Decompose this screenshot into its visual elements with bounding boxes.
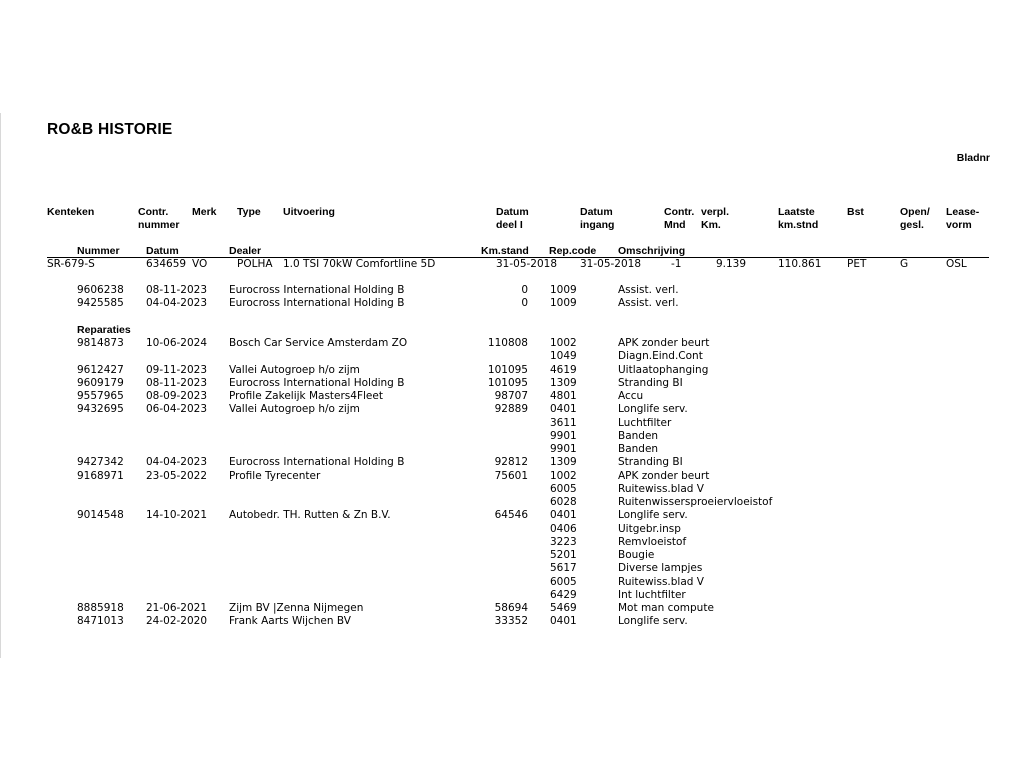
row-dealer: Zijm BV |Zenna Nijmegen bbox=[229, 602, 364, 614]
row-rep-code: 0401 bbox=[550, 615, 577, 628]
row-omschrijving: Longlife serv. bbox=[618, 615, 688, 628]
row-omschrijving: Assist. verl. bbox=[618, 297, 679, 309]
row-omschrijving: Uitgebr.insp bbox=[618, 522, 681, 535]
header-laatste-km: Laatste km.stnd bbox=[778, 206, 819, 231]
vehicle-lease-vorm: OSL bbox=[946, 258, 967, 270]
row-km-stand: 101095 bbox=[487, 363, 528, 376]
vehicle-type: POLHA bbox=[237, 258, 273, 270]
header-contr-nummer: Contr. nummer bbox=[138, 206, 180, 231]
row-rep-code: 6005 bbox=[550, 482, 577, 495]
vehicle-bst: PET bbox=[847, 258, 867, 270]
row-omschrijving: Accu bbox=[618, 390, 644, 402]
row-nummer: 9014548 bbox=[77, 509, 124, 522]
row-omschrijving: APK zonder beurt bbox=[618, 337, 710, 349]
row-omschrijving: Banden bbox=[618, 429, 659, 442]
row-rep-code: 6429 bbox=[550, 588, 577, 601]
header-nummer: Nummer bbox=[77, 245, 120, 257]
row-rep-code: 0401 bbox=[550, 509, 577, 522]
row-datum: 14-10-2021 bbox=[146, 509, 208, 522]
row-rep-code: 1309 bbox=[550, 456, 577, 469]
row-km-stand: 92812 bbox=[494, 456, 528, 469]
row-datum: 21-06-2021 bbox=[146, 602, 208, 614]
row-omschrijving: Stranding BI bbox=[618, 376, 683, 389]
header-datum-ingang: Datum ingang bbox=[580, 206, 615, 231]
row-rep-code: 9901 bbox=[550, 429, 577, 442]
row-rep-code: 6028 bbox=[550, 496, 577, 508]
row-rep-code: 6005 bbox=[550, 575, 577, 588]
row-nummer: 9606238 bbox=[77, 284, 124, 296]
vehicle-kenteken: SR-679-S bbox=[47, 258, 95, 270]
row-rep-code: 1309 bbox=[550, 376, 577, 389]
row-rep-code: 4619 bbox=[550, 363, 577, 376]
row-km-stand: 98707 bbox=[494, 390, 528, 402]
row-nummer: 9609179 bbox=[77, 376, 124, 389]
row-km-stand: 64546 bbox=[494, 509, 528, 522]
row-dealer: Profile Tyrecenter bbox=[229, 469, 321, 482]
row-dealer: Eurocross International Holding B bbox=[229, 284, 405, 296]
row-dealer: Profile Zakelijk Masters4Fleet bbox=[229, 390, 383, 402]
vehicle-contr-nummer: 634659 bbox=[146, 258, 187, 270]
header-lease-vorm: Lease- vorm bbox=[946, 206, 980, 231]
header-omschrijving: Omschrijving bbox=[618, 245, 686, 257]
vehicle-verpl-km: 9.139 bbox=[715, 258, 746, 270]
row-omschrijving: Uitlaatophanging bbox=[618, 363, 709, 376]
header-merk: Merk bbox=[192, 206, 217, 218]
row-nummer: 8471013 bbox=[77, 615, 124, 628]
page-title: RO&B HISTORIE bbox=[47, 121, 173, 138]
header-km-stand: Km.stand bbox=[481, 245, 529, 257]
row-omschrijving: Assist. verl. bbox=[618, 284, 679, 296]
row-dealer: Eurocross International Holding B bbox=[229, 297, 405, 309]
vehicle-open-gesl: G bbox=[900, 258, 909, 270]
row-omschrijving: Diverse lampjes bbox=[618, 562, 703, 575]
row-nummer: 9557965 bbox=[77, 390, 124, 402]
vehicle-uitvoering: 1.0 TSI 70kW Comfortline 5D bbox=[283, 258, 436, 270]
header-datum-deel: Datum deel I bbox=[496, 206, 529, 231]
row-omschrijving: Remvloeistof bbox=[618, 535, 687, 548]
row-nummer: 9612427 bbox=[77, 363, 124, 376]
row-dealer: Bosch Car Service Amsterdam ZO bbox=[229, 337, 408, 349]
header-verpl-km: verpl. Km. bbox=[701, 206, 730, 231]
row-km-stand: 33352 bbox=[494, 615, 528, 628]
header-contr-mnd: Contr. Mnd bbox=[664, 206, 695, 231]
row-nummer: 9425585 bbox=[77, 297, 124, 309]
row-datum: 04-04-2023 bbox=[146, 297, 208, 309]
row-datum: 23-05-2022 bbox=[146, 469, 208, 482]
row-nummer: 9432695 bbox=[77, 403, 124, 416]
row-omschrijving: Ruitenwissersproeiervloeistof bbox=[618, 496, 773, 508]
row-dealer: Autobedr. TH. Rutten & Zn B.V. bbox=[229, 509, 391, 522]
vehicle-datum-ingang: 31-05-2018 bbox=[580, 258, 642, 270]
row-omschrijving: Diagn.Eind.Cont bbox=[618, 350, 703, 363]
row-rep-code: 3611 bbox=[550, 416, 577, 429]
row-nummer: 9168971 bbox=[77, 469, 124, 482]
row-datum: 09-11-2023 bbox=[146, 363, 208, 376]
row-km-stand: 0 bbox=[521, 297, 528, 309]
header-uitvoering: Uitvoering bbox=[283, 206, 335, 218]
row-datum: 08-09-2023 bbox=[146, 390, 208, 402]
row-rep-code: 0401 bbox=[550, 403, 577, 416]
row-omschrijving: Longlife serv. bbox=[618, 509, 688, 522]
row-dealer: Eurocross International Holding B bbox=[229, 456, 405, 469]
row-dealer: Frank Aarts Wijchen BV bbox=[229, 615, 351, 628]
row-omschrijving: Ruitewiss.blad V bbox=[618, 482, 704, 495]
vehicle-contr-mnd: -1 bbox=[671, 258, 682, 270]
row-dealer: Vallei Autogroep h/o zijm bbox=[229, 403, 360, 416]
row-rep-code: 5201 bbox=[550, 549, 577, 561]
bladnr-label: Bladnr bbox=[956, 152, 990, 164]
row-rep-code: 1049 bbox=[550, 350, 577, 363]
row-rep-code: 1009 bbox=[550, 284, 577, 296]
vehicle-laatste-km: 110.861 bbox=[778, 258, 822, 270]
vehicle-merk: VO bbox=[192, 258, 208, 270]
row-omschrijving: Longlife serv. bbox=[618, 403, 688, 416]
row-rep-code: 1002 bbox=[550, 469, 577, 482]
row-omschrijving: Stranding BI bbox=[618, 456, 683, 469]
row-nummer: 8885918 bbox=[77, 602, 124, 614]
row-datum: 06-04-2023 bbox=[146, 403, 208, 416]
row-rep-code: 4801 bbox=[550, 390, 577, 402]
row-km-stand: 58694 bbox=[494, 602, 528, 614]
row-datum: 24-02-2020 bbox=[146, 615, 208, 628]
row-datum: 04-04-2023 bbox=[146, 456, 208, 469]
row-km-stand: 101095 bbox=[487, 376, 528, 389]
row-datum: 08-11-2023 bbox=[146, 284, 208, 296]
row-rep-code: 1002 bbox=[550, 337, 577, 349]
row-omschrijving: Ruitewiss.blad V bbox=[618, 575, 704, 588]
row-omschrijving: Luchtfilter bbox=[618, 416, 672, 429]
row-datum: 10-06-2024 bbox=[146, 337, 208, 349]
row-omschrijving: APK zonder beurt bbox=[618, 469, 710, 482]
header-type: Type bbox=[237, 206, 261, 218]
row-rep-code: 5617 bbox=[550, 562, 577, 575]
header-dealer: Dealer bbox=[229, 245, 262, 257]
row-km-stand: 75601 bbox=[494, 469, 528, 482]
row-nummer: 9814873 bbox=[77, 337, 124, 349]
row-rep-code: 9901 bbox=[550, 443, 577, 455]
row-datum: 08-11-2023 bbox=[146, 376, 208, 389]
row-omschrijving: Bougie bbox=[618, 549, 655, 561]
vehicle-datum-deel: 31-05-2018 bbox=[496, 258, 558, 270]
row-omschrijving: Mot man compute bbox=[618, 602, 714, 614]
header-open-gesl: Open/ gesl. bbox=[900, 206, 930, 231]
row-rep-code: 3223 bbox=[550, 535, 577, 548]
row-km-stand: 0 bbox=[521, 284, 528, 296]
row-nummer: 9427342 bbox=[77, 456, 124, 469]
row-omschrijving: Int luchtfilter bbox=[618, 588, 686, 601]
row-omschrijving: Banden bbox=[618, 443, 659, 455]
header-datum: Datum bbox=[146, 245, 179, 257]
row-km-stand: 92889 bbox=[494, 403, 528, 416]
row-rep-code: 0406 bbox=[550, 522, 577, 535]
row-rep-code: 5469 bbox=[550, 602, 577, 614]
header-kenteken: Kenteken bbox=[47, 206, 95, 218]
row-rep-code: 1009 bbox=[550, 297, 577, 309]
row-km-stand: 110808 bbox=[487, 337, 528, 349]
row-dealer: Eurocross International Holding B bbox=[229, 376, 405, 389]
row-dealer: Vallei Autogroep h/o zijm bbox=[229, 363, 360, 376]
reparaties-label: Reparaties bbox=[77, 324, 131, 336]
header-bst: Bst bbox=[847, 206, 864, 218]
header-rep-code: Rep.code bbox=[549, 245, 597, 257]
